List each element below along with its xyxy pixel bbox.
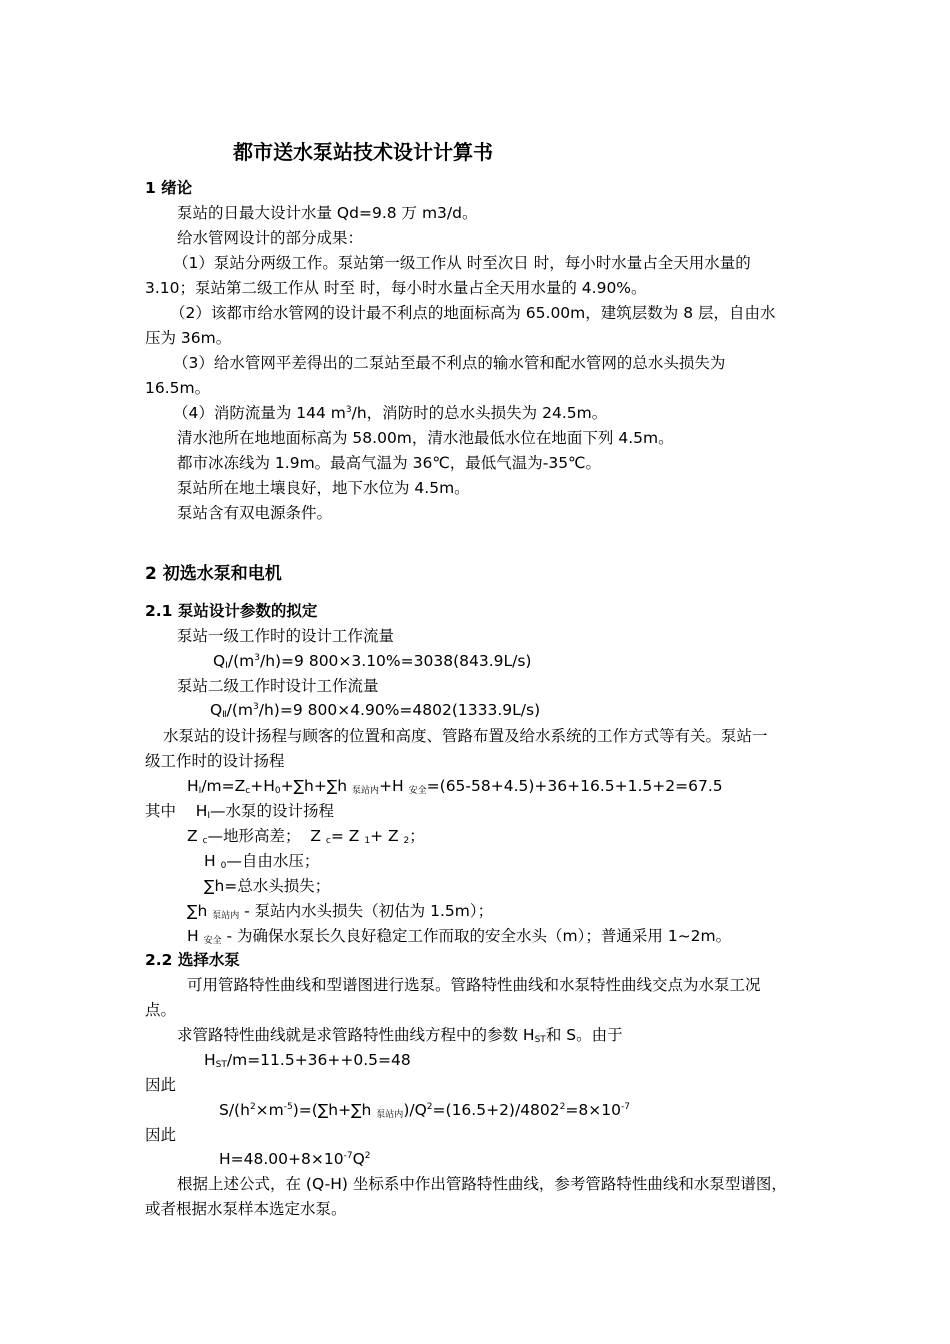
- sumh-definition: ∑h=总水头损失；: [204, 877, 331, 895]
- item-1-line-b: 3.10；泵站第二级工作从 时至 时，每小时水量占全天用水量的 4.90%。: [145, 279, 647, 297]
- sumh-pump-definition: ∑h $_{泵站内}$ - 泵站内水头损失（初估为 1.5m）；: [187, 902, 494, 921]
- h0-definition: H $_0$—自由水压；: [204, 852, 320, 871]
- power-paragraph: 泵站含有双电源条件。: [177, 504, 333, 522]
- design-flow-paragraph: 泵站的日最大设计水量 Qd=9.8 万 m3/d。: [177, 204, 478, 222]
- section-1-heading: 1 绪论: [145, 179, 193, 197]
- seek-line: 求管路特性曲线就是求管路特性曲线方程中的参数 $H_{ST}$和 S。由于: [177, 1026, 623, 1045]
- final-paragraph-b: 或者根据水泵样本选定水泵。: [145, 1200, 347, 1218]
- selection-paragraph-a: 可用管路特性曲线和型谱图进行选泵。管路特性曲线和水泵特性曲线交点为水泵工况: [187, 976, 761, 994]
- item-2-line-b: 压为 36m。: [145, 329, 232, 347]
- item-1-line-a: （1）泵站分两级工作。泵站第一级工作从 时至次日 时，每小时水量占全天用水量的: [173, 254, 751, 272]
- item-4-line: （4）消防流量为 144 $m^3/h$，消防时的总水头损失为 24.5m。: [173, 404, 608, 422]
- climate-paragraph: 都市冰冻线为 1.9m。最高气温为 36℃，最低气温为-35℃。: [177, 454, 601, 472]
- item-3-line-a: （3）给水管网平差得出的二泵站至最不利点的输水管和配水管网的总水头损失为: [173, 354, 726, 372]
- therefore-2: 因此: [145, 1126, 177, 1144]
- where-line: 其中 $H_Ⅰ—$水泵的设计扬程: [145, 802, 335, 821]
- hq-equation: $H=48.00+8\times 10^{-7}Q^2$: [219, 1150, 371, 1168]
- flow2-label: 泵站二级工作时设计工作流量: [177, 677, 379, 695]
- section-2-heading: 2 初选水泵和电机: [145, 564, 282, 584]
- item-3-line-b: 16.5m。: [145, 379, 211, 397]
- results-intro: 给水管网设计的部分成果：: [177, 229, 364, 247]
- s-equation: $S/(h^2\times m^{-5})=(\sum h+\sum h$ $_{泵站内})/Q^2=(16.5+2)/4802^2=8\times 10^{-7}$: [219, 1101, 630, 1120]
- flow2-equation: $Q_Ⅱ/(m^3/h)=9$ 800×4.90%=4802(1333.9L/s): [210, 701, 541, 720]
- soil-paragraph: 泵站所在地土壤良好，地下水位为 4.5m。: [177, 479, 470, 497]
- lift-paragraph-b: 级工作时的设计扬程: [145, 752, 285, 770]
- lift-equation: $H_Ⅰ/m=Z_c+H_0+\sum h+\sum h$ $_{泵站内}$+H $_{安全}$=(65-58+4.5)+36+16.5+1.5+2=67.5: [187, 777, 723, 796]
- flow1-label: 泵站一级工作时的设计工作流量: [177, 627, 395, 645]
- hst-equation: $H_{ST}/m=11.5+36++0.5=48$: [204, 1051, 411, 1070]
- final-paragraph-a: 根据上述公式，在 (Q-H) 坐标系中作出管路特性曲线，参考管路特性曲线和水泵型谱图，: [177, 1175, 787, 1193]
- therefore-1: 因此: [145, 1076, 177, 1094]
- pool-paragraph: 清水池所在地地面标高为 58.00m，清水池最低水位在地面下列 4.5m。: [177, 429, 674, 447]
- selection-paragraph-b: 点。: [145, 1001, 177, 1019]
- section-2-1-heading: 2.1 泵站设计参数的拟定: [145, 602, 318, 620]
- flow1-equation: $Q_Ⅰ/(m^3/h)=9$ 800×3.10%=3038(843.9L/s): [213, 652, 532, 671]
- section-2-2-heading: 2.2 选择水泵: [145, 951, 240, 969]
- lift-paragraph-a: 水泵站的设计扬程与顾客的位置和高度、管路布置及给水系统的工作方式等有关。泵站一: [163, 727, 768, 745]
- zc-definition: Z $_c$—地形高差； Z $_c$= Z $_1$+ Z $_2$；: [187, 827, 425, 846]
- item-2-line-a: （2）该都市给水管网的设计最不利点的地面标高为 65.00m，建筑层数为 8 层，自由水: [170, 304, 776, 322]
- document-title: 都市送水泵站技术设计计算书: [233, 140, 493, 164]
- hsafe-definition: H $_{安全}$ - 为确保水泵长久良好稳定工作而取的安全水头（m）；普通采用 1~2m。: [187, 927, 732, 946]
